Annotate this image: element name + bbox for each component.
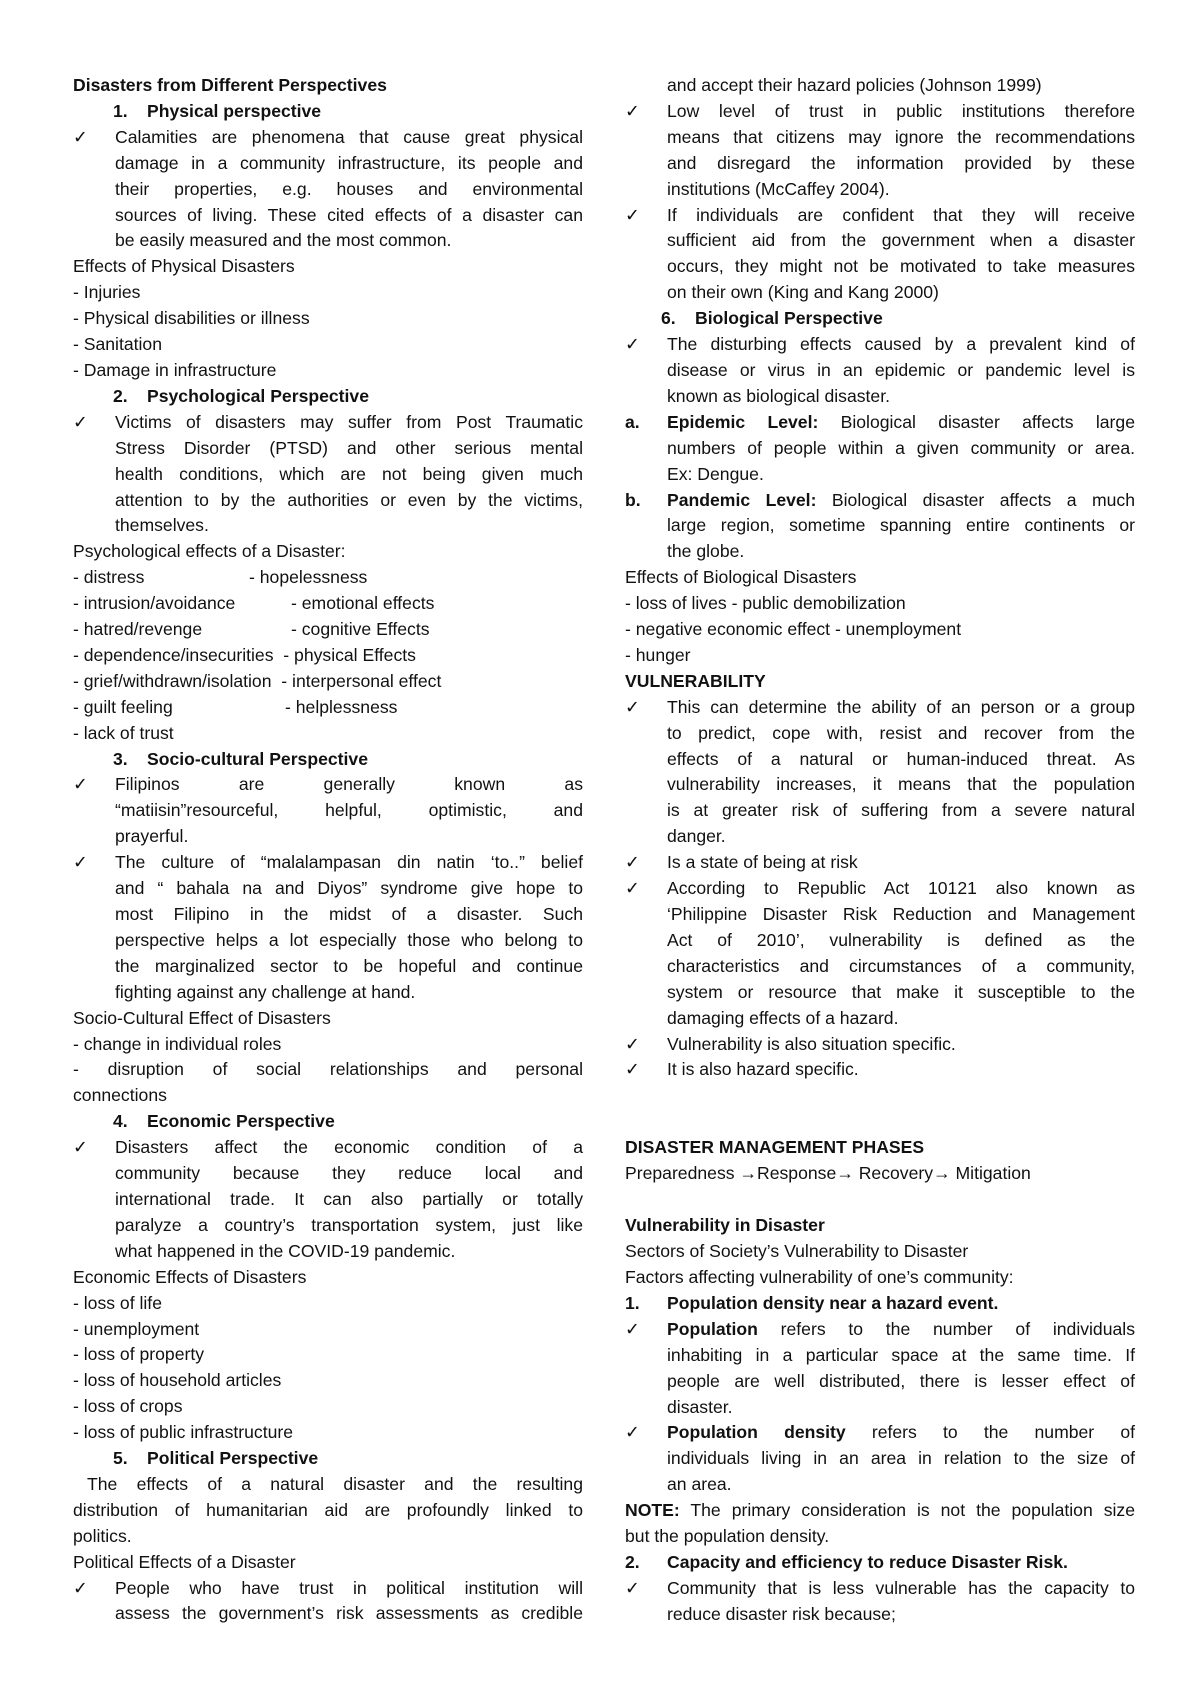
factor-1: 1. Population density near a hazard event. bbox=[625, 1292, 999, 1313]
vuln-bullet-4: ✓ Vulnerability is also situation specific. bbox=[625, 1032, 1135, 1058]
vid-line-2: Factors affecting vulnerability of one’s community: bbox=[625, 1266, 1014, 1287]
list-item: - loss of crops bbox=[73, 1396, 183, 1417]
checkmark-icon: ✓ bbox=[625, 696, 640, 717]
checkmark-icon: ✓ bbox=[625, 204, 640, 225]
socio-bullet-2: ✓ The culture of “malalampasan din natin ‘to..” belief and “ bahala na and Diyos” syndrome give hope to most Filipino in the midst of a disaster. Such perspective helps a lot especially those who belong to the marginalized sector to be hopeful and continue fighting against any challenge at hand. bbox=[73, 852, 583, 1002]
capacity-bullet: ✓ Community that is less vulnerable has the capacity to reduce disaster risk because; bbox=[625, 1577, 1135, 1624]
list-item: - intrusion/avoidance - emotional effects bbox=[73, 593, 435, 614]
phases-heading: DISASTER MANAGEMENT PHASES bbox=[625, 1137, 925, 1158]
list-item: - Sanitation bbox=[73, 334, 162, 355]
list-item: - change in individual roles bbox=[73, 1033, 282, 1054]
checkmark-icon: ✓ bbox=[625, 1033, 640, 1054]
vid-line-1: Sectors of Society’s Vulnerability to Disaster bbox=[625, 1241, 969, 1262]
phases-line: Preparedness →Response→ Recovery→ Mitigation bbox=[625, 1163, 1031, 1184]
document-title: Disasters from Different Perspectives bbox=[73, 75, 387, 95]
list-item: - loss of household articles bbox=[73, 1370, 282, 1391]
socio-heading: 3. Socio-cultural Perspective bbox=[113, 748, 368, 769]
political-heading: 5. Political Perspective bbox=[113, 1448, 319, 1469]
vuln-bullet-1: ✓ This can determine the ability of an person or a group to predict, cope with, resist and recover from the effects of a natural or human-induced threat. As vulnerability increases, it means that the population is at greater risk of suffering from a severe natural danger. bbox=[625, 696, 1135, 847]
list-item: connections bbox=[73, 1085, 167, 1106]
population-bullet: ✓ Population refers to the number of individuals inhabiting in a particular space at the same time. If people are well distributed, there is lesser effect of disaster. bbox=[625, 1318, 1135, 1417]
checkmark-icon: ✓ bbox=[625, 100, 640, 121]
checkmark-icon: ✓ bbox=[73, 1137, 88, 1158]
list-item: - distress - hopelessness bbox=[73, 567, 368, 588]
right-column bbox=[625, 73, 1135, 1628]
checkmark-icon: ✓ bbox=[73, 852, 88, 873]
list-item: - disruption of social relationships and personal bbox=[73, 1059, 583, 1080]
list-item: - hatred/revenge - cognitive Effects bbox=[73, 619, 430, 640]
political-bullet: ✓ People who have trust in political institution will assess the government’s risk assessments as credible bbox=[73, 1577, 583, 1624]
list-item: - Damage in infrastructure bbox=[73, 359, 277, 380]
note-line-2: but the population density. bbox=[625, 1526, 830, 1547]
checkmark-icon: ✓ bbox=[625, 1059, 640, 1080]
list-item: - Physical disabilities or illness bbox=[73, 308, 310, 329]
checkmark-icon: ✓ bbox=[625, 334, 640, 355]
checkmark-icon: ✓ bbox=[625, 852, 640, 873]
political-paragraph: The effects of a natural disaster and the resulting distribution of humanitarian aid are profoundly linked to politics. bbox=[73, 1473, 583, 1546]
list-item: - negative economic effect - unemployment bbox=[625, 619, 962, 640]
list-item: - Injuries bbox=[73, 282, 141, 303]
checkmark-icon: ✓ bbox=[73, 126, 88, 147]
list-item: - lack of trust bbox=[73, 722, 174, 743]
psych-bullet: ✓ Victims of disasters may suffer from Post Traumatic Stress Disorder (PTSD) and other serious mental health conditions, which are not being given much attention to by the authorities or even by the victims, themselves. bbox=[73, 411, 583, 536]
factor-2: 2. Capacity and efficiency to reduce Disaster Risk. bbox=[625, 1551, 1068, 1572]
physical-effects-title: Effects of Physical Disasters bbox=[73, 256, 295, 277]
socio-effects-title: Socio-Cultural Effect of Disasters bbox=[73, 1007, 331, 1028]
list-item: - unemployment bbox=[73, 1318, 200, 1339]
political-effects-title: Political Effects of a Disaster bbox=[73, 1551, 296, 1572]
psych-effects-title: Psychological effects of a Disaster: bbox=[73, 541, 346, 562]
checkmark-icon: ✓ bbox=[73, 411, 88, 432]
bio-bullet: ✓ The disturbing effects caused by a prevalent kind of disease or virus in an epidemic or pandemic level is known as biological disaster. bbox=[625, 334, 1135, 406]
physical-bullet: ✓ Calamities are phenomena that cause great physical damage in a community infrastructure, its people and their properties, e.g. houses and environmental sources of living. These cited effects of a disaster can be easily measured and the most common. bbox=[73, 126, 583, 251]
checkmark-icon: ✓ bbox=[73, 1577, 88, 1598]
list-item: - loss of lives - public demobilization bbox=[625, 593, 906, 614]
economic-effects-title: Economic Effects of Disasters bbox=[73, 1266, 307, 1287]
trust-bullet-2: ✓ If individuals are confident that they will receive sufficient aid from the government when a disaster occurs, they might not be motivated to take measures on their own (King and Kang 2000) bbox=[625, 204, 1135, 303]
pandemic-item: b. Pandemic Level: Biological disaster affects a much large region, sometime spanning entire continents or the globe. bbox=[625, 489, 1135, 562]
epidemic-item: a. Epidemic Level: Biological disaster affects large numbers of people within a given community or area. Ex: Dengue. bbox=[625, 411, 1135, 484]
checkmark-icon: ✓ bbox=[625, 1577, 640, 1598]
list-item: - loss of property bbox=[73, 1344, 205, 1365]
vid-heading: Vulnerability in Disaster bbox=[625, 1215, 825, 1236]
list-item: - dependence/insecurities - physical Effects bbox=[73, 644, 416, 665]
population-density-bullet: ✓ Population density refers to the number of individuals living in an area in relation to the size of an area. bbox=[625, 1422, 1136, 1495]
list-item: - grief/withdrawn/isolation - interpersonal effect bbox=[73, 670, 442, 691]
checkmark-icon: ✓ bbox=[625, 1318, 640, 1339]
psych-heading: 2. Psychological Perspective bbox=[113, 385, 369, 406]
vulnerability-heading: VULNERABILITY bbox=[625, 670, 766, 691]
checkmark-icon: ✓ bbox=[73, 774, 88, 795]
left-column bbox=[73, 73, 583, 1627]
vuln-bullet-3: ✓ According to Republic Act 10121 also known as ‘Philippine Disaster Risk Reduction and Management Act of 2010’, vulnerability is defined as the characteristics and circumstances of a community, system or resource that make it susceptible to the damaging effects of a hazard. bbox=[625, 878, 1135, 1028]
economic-heading: 4. Economic Perspective bbox=[113, 1111, 335, 1132]
bio-effects-title: Effects of Biological Disasters bbox=[625, 567, 857, 588]
note-line: NOTE: The primary consideration is not the population size bbox=[625, 1500, 1135, 1521]
vuln-bullet-2: ✓ Is a state of being at risk bbox=[625, 850, 1135, 876]
physical-heading: 1. Physical perspective bbox=[113, 100, 322, 121]
socio-bullet-1: ✓ Filipinos are generally known as “matiisin”resourceful, helpful, optimistic, and prayerful. bbox=[73, 774, 583, 847]
continued-line: and accept their hazard policies (Johnson 1999) bbox=[667, 75, 1042, 95]
list-item: - guilt feeling - helplessness bbox=[73, 696, 398, 717]
checkmark-icon: ✓ bbox=[625, 878, 640, 899]
checkmark-icon: ✓ bbox=[625, 1422, 640, 1443]
vuln-bullet-5: ✓ It is also hazard specific. bbox=[625, 1057, 1135, 1083]
economic-bullet: ✓ Disasters affect the economic condition of a community because they reduce local and international trade. It can also partially or totally paralyze a country’s transportation system, just like what happened in the COVID-19 pandemic. bbox=[73, 1137, 583, 1261]
list-item: - loss of public infrastructure bbox=[73, 1422, 294, 1443]
bio-heading: 6. Biological Perspective bbox=[661, 308, 883, 329]
list-item: - hunger bbox=[625, 644, 691, 665]
trust-bullet-1: ✓ Low level of trust in public institutions therefore means that citizens may ignore the recommendations and disregard the information provided by these institutions (McCaffey 2004). bbox=[625, 100, 1135, 199]
list-item: - loss of life bbox=[73, 1292, 162, 1313]
